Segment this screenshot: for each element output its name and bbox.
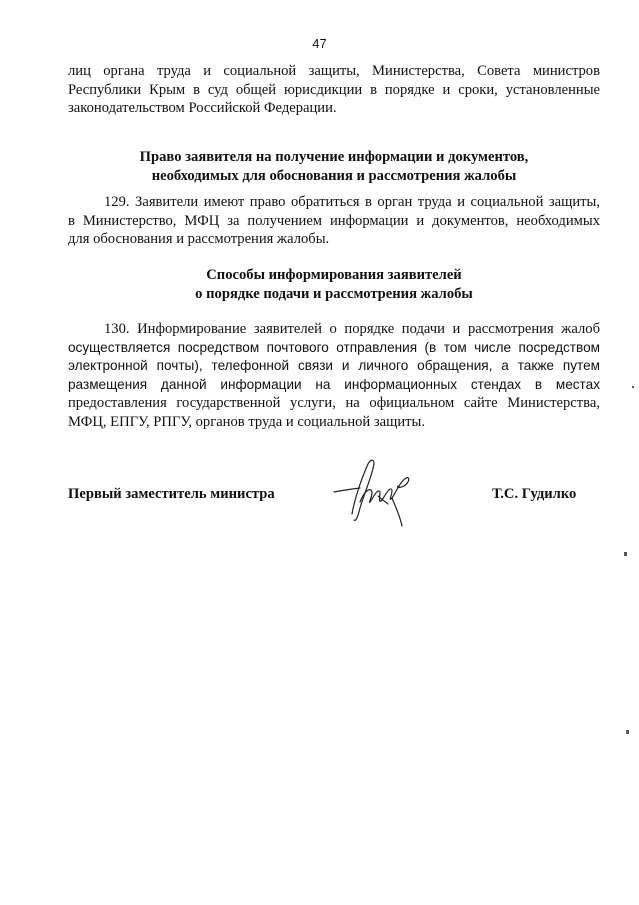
signatory-title: Первый заместитель министра xyxy=(68,486,275,502)
text-line: Республики Крым в суд общей юрисдикции в порядке и сроки, установленные xyxy=(68,81,600,98)
handwritten-signature xyxy=(330,452,420,534)
text-line: осуществляется посредством почтового отправления (в том числе посредством xyxy=(68,339,600,355)
text-line: предоставления государственной услуги, на официальном сайте Министерства, xyxy=(68,395,600,411)
heading-line: о порядке подачи и рассмотрения жалобы xyxy=(195,285,473,302)
intro-paragraph xyxy=(68,62,600,118)
text-line: 129. Заявители имеют право обратиться в орган труда и социальной защиты, xyxy=(104,194,600,210)
text-line: в Министерство, МФЦ за получением информации и документов, необходимых xyxy=(68,212,600,229)
text-line: для обоснования и рассмотрения жалобы. xyxy=(68,231,330,247)
page-number: 47 xyxy=(312,36,327,51)
section-1-paragraph xyxy=(68,193,600,249)
text-line: лиц органа труда и социальной защиты, Министерства, Совета министров xyxy=(68,63,600,79)
heading-line: необходимых для обоснования и рассмотрения жалобы xyxy=(151,167,517,184)
scan-mark xyxy=(626,730,629,734)
section-2-heading xyxy=(68,266,600,303)
scan-mark xyxy=(632,386,634,388)
heading-line: Право заявителя на получение информации и документов, xyxy=(139,149,529,165)
heading-line: Способы информирования заявителей xyxy=(206,267,462,283)
text-line: законодательством Российской Федерации. xyxy=(68,100,337,116)
text-line: размещения данной информации на информационных стендах в местах xyxy=(68,376,600,392)
text-line: электронной почты), телефонной связи и личного обращения, а также путем xyxy=(68,358,600,373)
signatory-name: Т.С. Гудилко xyxy=(492,486,577,502)
section-2-paragraph xyxy=(68,320,600,431)
scan-mark xyxy=(624,552,627,556)
text-line: МФЦ, ЕПГУ, РПГУ, органов труда и социальной защиты. xyxy=(68,413,426,430)
text-line: 130. Информирование заявителей о порядке подачи и рассмотрения жалоб xyxy=(104,321,600,337)
section-1-heading xyxy=(68,148,600,185)
